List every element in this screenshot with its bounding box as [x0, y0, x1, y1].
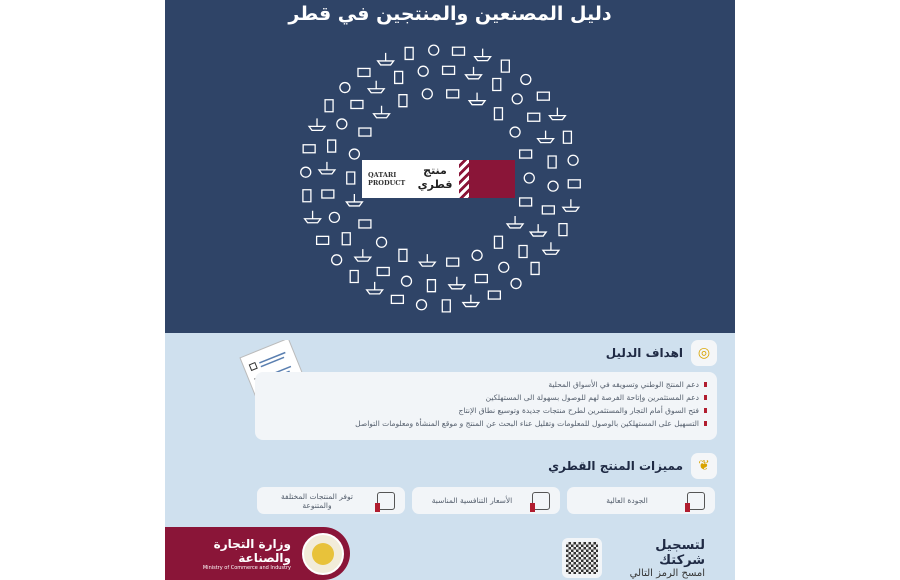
industry-icon	[530, 224, 546, 236]
industry-icon	[501, 60, 509, 72]
industry-icon	[303, 190, 311, 202]
industry-icon	[447, 90, 459, 98]
industry-icon	[494, 108, 502, 120]
qatari-product-logo	[362, 160, 515, 198]
industry-icon	[452, 47, 464, 55]
industry-icon	[368, 81, 384, 93]
register-line1: لتسجيل شركتك	[655, 538, 705, 568]
industry-icon	[548, 156, 556, 168]
industry-icon	[378, 53, 394, 65]
industry-icon	[418, 66, 428, 76]
industry-icon	[358, 68, 370, 76]
qatar-flag	[459, 160, 515, 198]
industry-icon	[475, 275, 487, 283]
industry-icon	[507, 216, 523, 228]
target-icon: ◎	[691, 340, 717, 366]
industry-icon	[367, 282, 383, 294]
industry-icon	[377, 237, 387, 247]
goals-heading: اهداف الدليل	[605, 346, 683, 360]
poster	[165, 0, 735, 580]
feature-label: توفر المنتجات المختلفة والمتنوعة	[281, 491, 353, 510]
industry-icon	[512, 94, 522, 104]
logo-en-2: PRODUCT	[368, 179, 406, 187]
industry-icon	[442, 300, 450, 312]
industry-icon	[346, 194, 362, 206]
feature-card-prices	[412, 487, 560, 514]
ministry-badge	[165, 527, 350, 580]
industry-icon	[350, 271, 358, 283]
industry-icon	[499, 262, 509, 272]
industry-icon	[391, 295, 403, 303]
industry-icon	[332, 255, 342, 265]
industry-icon	[317, 236, 329, 244]
industry-icon	[447, 258, 459, 266]
industry-icon	[563, 199, 579, 211]
industry-icon	[351, 100, 363, 108]
industry-icon	[322, 190, 334, 198]
industry-icon	[537, 92, 549, 100]
industry-icon	[340, 83, 350, 93]
industry-icon	[374, 106, 390, 118]
industry-icon	[337, 119, 347, 129]
logo-ar: منتج قطري	[417, 164, 453, 191]
industry-icon	[521, 74, 531, 84]
industry-icon	[325, 100, 333, 112]
laurel-number-one-icon: ❦	[691, 453, 717, 479]
ministry-seal-icon	[302, 533, 344, 575]
ministry-en: Ministry of Commerce and Industry	[202, 564, 291, 571]
industry-icon	[538, 131, 554, 143]
industry-icon	[419, 254, 435, 266]
industry-icon	[511, 279, 521, 289]
industry-icon	[520, 198, 532, 206]
industry-icon	[549, 108, 565, 120]
industry-icon	[524, 173, 534, 183]
goals-header	[606, 340, 717, 366]
register-text	[610, 538, 705, 579]
quality-icon	[687, 492, 705, 510]
industry-icon	[359, 128, 371, 136]
qr-code[interactable]	[562, 538, 602, 578]
industry-icon	[510, 127, 520, 137]
industry-icon	[559, 224, 567, 236]
industry-icon	[305, 211, 321, 223]
industry-icon	[469, 93, 485, 105]
features-heading: مميزات المنتج القطري	[548, 459, 683, 473]
feature-label: الجودة العالية	[606, 496, 648, 505]
industry-icon	[488, 291, 500, 299]
industry-icon	[405, 47, 413, 59]
industry-icon	[528, 113, 540, 121]
industry-icon	[493, 79, 501, 91]
feature-card-products	[257, 487, 405, 514]
industry-icon	[309, 118, 325, 130]
industry-icon	[395, 71, 403, 83]
industry-icon	[542, 206, 554, 214]
industry-icon	[301, 167, 311, 177]
industry-icon	[417, 300, 427, 310]
industry-icon	[359, 220, 371, 228]
industry-icon	[449, 277, 465, 289]
industry-icon	[329, 212, 339, 222]
industry-icon	[355, 249, 371, 261]
industry-icon	[303, 145, 315, 153]
industry-icon	[563, 131, 571, 143]
industry-icon	[568, 155, 578, 165]
goal-item: دعم المستثمرين وإتاحة الفرصة لهم للوصول بسهولة الى المستهلكين	[265, 391, 707, 404]
industry-icon	[401, 276, 411, 286]
industry-icon	[519, 246, 527, 258]
industry-icon	[328, 140, 336, 152]
industry-icon	[520, 150, 532, 158]
industry-icon	[548, 181, 558, 191]
industry-icon	[349, 149, 359, 159]
industry-icon	[466, 67, 482, 79]
industry-icon	[319, 162, 335, 174]
feature-label: الأسعار التنافسية المناسبة	[431, 496, 513, 505]
goal-item: التسهيل على المستهلكين بالوصول للمعلومات وتقليل عناء البحث عن المنتج و موقع المنشأة ومعلومات التواصل	[265, 417, 707, 430]
goal-item: فتح السوق أمام التجار والمستثمرين لطرح منتجات جديدة وتوسيع نطاق الإنتاج	[265, 404, 707, 417]
features-header	[548, 453, 717, 479]
industry-icon	[377, 267, 389, 275]
industry-icon	[399, 95, 407, 107]
industry-icon	[422, 89, 432, 99]
hero-section	[165, 0, 735, 333]
industry-icon	[463, 295, 479, 307]
register-line2: امسح الرمز التالي	[629, 568, 705, 579]
feature-card-quality	[567, 487, 715, 514]
industry-icon	[494, 236, 502, 248]
industry-icon	[347, 172, 355, 184]
industry-icon	[399, 249, 407, 261]
industry-icon	[443, 66, 455, 74]
industry-icon	[543, 242, 559, 254]
goal-item: دعم المنتج الوطني وتسويقه في الأسواق المحلية	[265, 378, 707, 391]
goals-list	[255, 372, 717, 440]
products-box-icon	[377, 492, 395, 510]
industry-icon	[429, 45, 439, 55]
industry-icon	[342, 233, 350, 245]
price-icon	[532, 492, 550, 510]
industry-icon	[427, 280, 435, 292]
industry-icon	[475, 49, 491, 61]
industry-icon	[531, 262, 539, 274]
ministry-ar: وزارة التجارة والصناعة	[213, 536, 291, 565]
logo-en-1: QATARI	[368, 171, 397, 179]
page-title: دليل المصنعين والمنتجين في قطر	[288, 3, 612, 25]
industry-icon	[472, 250, 482, 260]
industry-icon	[568, 180, 580, 188]
